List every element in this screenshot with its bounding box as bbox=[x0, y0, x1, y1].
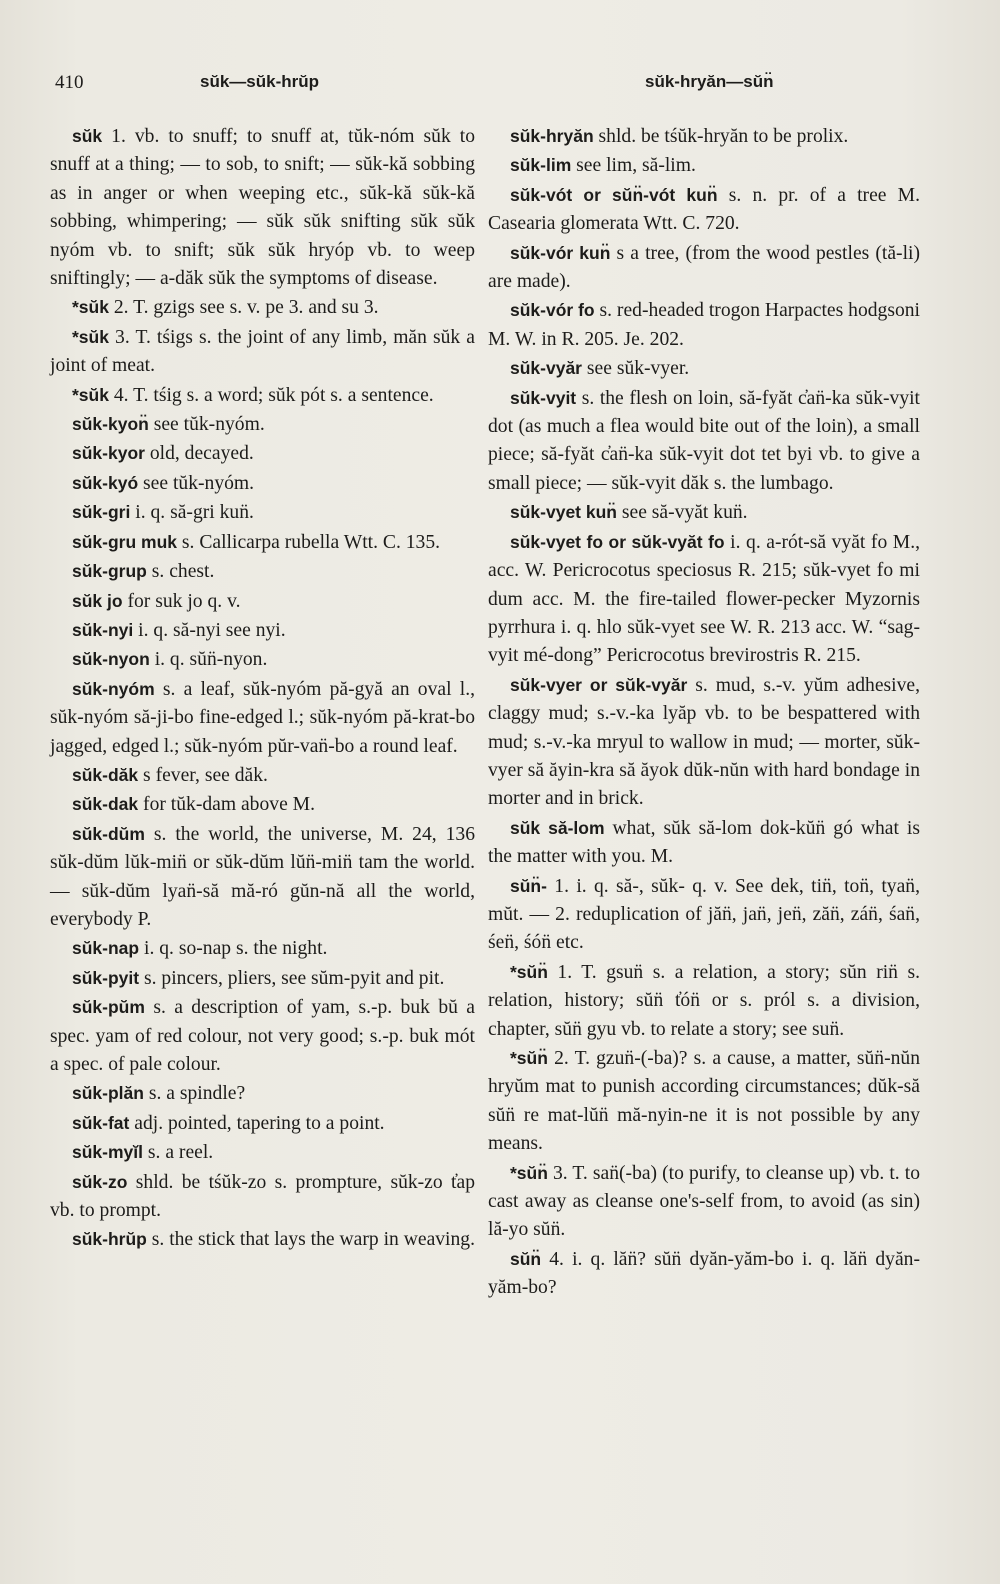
entry-definition: 2. T. gzun̈-(-ba)? s. a cause, a matter, sŭn̈-nŭn hryŭm mat to punish according circumstances; dŭk-să sŭn̈ re mat-lŭn̈ mă-nyin-ne it is not possible by any means. bbox=[488, 1048, 920, 1155]
entry-definition: adj. pointed, tapering to a point. bbox=[129, 1112, 385, 1134]
entry-definition: s. the flesh on loin, să-fyăt c̓an̈-ka sŭk-vyit dot (as much a flea would bite out of the loin), a small piece; să-fyăt c̓an̈-ka sŭk-vyit dot tet byi vb. to give a small piece; — sŭk-vyit dăk s. the lumbago. bbox=[488, 387, 920, 494]
dictionary-entry bbox=[488, 239, 920, 297]
dictionary-entry bbox=[50, 122, 475, 293]
entry-headword: sŭk-pŭm bbox=[72, 997, 145, 1018]
entry-headword: sŭk-myĭl bbox=[72, 1142, 143, 1163]
dictionary-entry bbox=[50, 675, 475, 761]
entry-headword: sŭk-vyer or sŭk-vyăr bbox=[510, 674, 688, 695]
dictionary-entry bbox=[488, 296, 920, 354]
dictionary-entry bbox=[488, 1159, 920, 1245]
entry-headword: sŭk-vyet fo or sŭk-vyăt fo bbox=[510, 531, 725, 552]
entry-headword: sŭk-dăk bbox=[72, 764, 139, 785]
dictionary-entry bbox=[50, 528, 475, 557]
dictionary-entry bbox=[50, 439, 475, 468]
dictionary-entry bbox=[50, 820, 475, 935]
dictionary-entry bbox=[50, 293, 475, 322]
entry-headword: sŭk-vór kun̈ bbox=[510, 242, 611, 263]
entry-definition: see tŭk-nyóm. bbox=[148, 414, 265, 436]
entry-headword: *sŭn̈ bbox=[510, 961, 548, 982]
dictionary-entry bbox=[50, 616, 475, 645]
entry-definition: i. q. sŭn̈-nyon. bbox=[149, 649, 268, 671]
entry-definition: s. n. pr. of a tree M. Casearia glomerata Wtt. C. 720. bbox=[488, 184, 920, 235]
entry-definition: i. q. so-nap s. the night. bbox=[139, 938, 328, 960]
dictionary-entry bbox=[50, 323, 475, 381]
entry-definition: s. the stick that lays the warp in weaving. bbox=[146, 1229, 475, 1251]
entry-headword: sŭk-hrŭp bbox=[72, 1229, 147, 1250]
entry-headword: sŭk-vór fo bbox=[510, 300, 595, 321]
entry-definition: 1. T. gsun̈ s. a relation, a story; sŭn rin̈ s. relation, history; sŭn̈ t̓ón̈ or s. pról s. a division, chapter, sŭn̈ gyu vb. to relate a story; see sun̈. bbox=[488, 961, 920, 1040]
dictionary-entry bbox=[50, 1168, 475, 1226]
entry-headword: *sŭk bbox=[72, 384, 109, 405]
dictionary-entry bbox=[50, 964, 475, 993]
dictionary-entry bbox=[488, 498, 920, 527]
entry-headword: sŭk să-lom bbox=[510, 817, 605, 838]
entry-headword: sŭk-dŭm bbox=[72, 823, 145, 844]
entry-headword: sŭk-zo bbox=[72, 1171, 128, 1192]
entry-definition: s fever, see dăk. bbox=[138, 764, 268, 786]
entry-definition: for suk jo q. v. bbox=[122, 590, 241, 612]
entry-definition: s. Callicarpa rubella Wtt. C. 135. bbox=[177, 531, 441, 553]
entry-headword: *sŭn̈ bbox=[510, 1048, 548, 1068]
entry-definition: s. red-headed trogon Harpactes hodgsoni M. W. in R. 205. Je. 202. bbox=[488, 300, 920, 350]
entry-headword: sŭk-hryăn bbox=[510, 126, 594, 146]
dictionary-entry bbox=[50, 645, 475, 674]
entry-definition: 3. T. tśigs s. the joint of any limb, măn sŭk a joint of meat. bbox=[50, 326, 475, 377]
entry-headword: sŭk-vyit bbox=[510, 387, 577, 408]
entry-definition: 4. T. tśig s. a word; sŭk pót s. a sentence. bbox=[108, 384, 434, 406]
entry-definition: 3. T. san̈(-ba) (to purify, to cleanse up) vb. t. to cast away as cleanse one's-self from, to avoid (as sin) lă-yo sŭn̈. bbox=[488, 1162, 920, 1241]
entry-headword: sŭk jo bbox=[72, 590, 123, 611]
entry-definition: 4. i. q. lăn̈? sŭn̈ dyăn-yăm-bo i. q. lăn̈ dyăn-yăm-bo? bbox=[488, 1248, 920, 1299]
entry-headword: sŭk-pyit bbox=[72, 967, 140, 988]
dictionary-entry bbox=[50, 381, 475, 410]
entry-definition: see lim, să-lim. bbox=[571, 155, 696, 177]
entry-headword: sŭk-nyi bbox=[72, 619, 134, 640]
dictionary-entry bbox=[50, 993, 475, 1079]
dictionary-entry bbox=[50, 410, 475, 439]
entry-headword: sŭk-nyóm bbox=[72, 678, 155, 699]
entry-headword: sŭk-vyet kun̈ bbox=[510, 502, 617, 523]
dictionary-entry bbox=[488, 814, 920, 872]
entry-headword: sŭk bbox=[72, 126, 103, 146]
entry-definition: i. q. să-nyi see nyi. bbox=[133, 619, 286, 641]
dictionary-entry bbox=[50, 498, 475, 527]
entry-definition: s. a spindle? bbox=[143, 1083, 246, 1105]
dictionary-entry bbox=[488, 528, 920, 671]
entry-definition: see tŭk-nyóm. bbox=[138, 472, 255, 494]
entry-definition: see sŭk-vyer. bbox=[582, 358, 690, 380]
entry-headword: sŭk-gru muk bbox=[72, 531, 178, 552]
entry-headword: sŭn̈ bbox=[510, 1248, 542, 1269]
entry-definition: 2. T. gzigs see s. v. pe 3. and su 3. bbox=[108, 297, 379, 319]
entry-headword: sŭk-vyăr bbox=[510, 358, 582, 379]
dictionary-entry bbox=[488, 384, 920, 499]
entry-headword: sŭk-kyó bbox=[72, 472, 139, 493]
dictionary-entry bbox=[50, 1109, 475, 1138]
entry-headword: sŭk-kyon̈ bbox=[72, 414, 149, 435]
entry-definition: s a tree, (from the wood pestles (tă-li) are made). bbox=[488, 242, 920, 293]
dictionary-entry bbox=[488, 181, 920, 239]
dictionary-entry bbox=[488, 958, 920, 1044]
dictionary-entry bbox=[50, 557, 475, 586]
entry-definition: see să-vyăt kun̈. bbox=[616, 502, 748, 524]
dictionary-entry bbox=[488, 151, 920, 180]
entry-headword: *sŭn̈ bbox=[510, 1162, 548, 1183]
entry-headword: *sŭk bbox=[72, 326, 109, 347]
entry-definition: s. a description of yam, s.-p. buk bŭ a spec. yam of red colour, not very good; s.-p. buk mót a spec. of pale colour. bbox=[50, 997, 475, 1075]
entry-definition: 1. vb. to snuff; to snuff at, tŭk-nóm sŭk to snuff at a thing; — to sob, to snift; — sŭk-kă sobbing as in anger or when weeping etc., sŭk-kă sŭk-kă sobbing, whimpering; — sŭk sŭk snifting sŭk sŭk nyóm vb. to snift; sŭk sŭk hryóp vb. to weep sniftingly; — a-dăk sŭk the symptoms of disease. bbox=[50, 126, 475, 290]
entry-headword: sŭk-vót or sŭn̈-vót kun̈ bbox=[510, 184, 718, 205]
entry-definition: shld. be tśŭk-zo s. prompture, sŭk-zo t̓ap vb. to prompt. bbox=[50, 1171, 475, 1222]
entry-headword: sŭk-nap bbox=[72, 938, 140, 959]
entry-definition: for tŭk-dam above M. bbox=[138, 794, 315, 816]
entry-headword: sŭk-kyor bbox=[72, 443, 145, 464]
entry-definition: s. the world, the universe, M. 24, 136 sŭk-dŭm lŭk-min̈ or sŭk-dŭm lŭn̈-min̈ tam the world. — sŭk-dŭm lyan̈-să mă-ró gŭn-nă all the world, everybody P. bbox=[50, 823, 475, 930]
dictionary-entry bbox=[50, 934, 475, 963]
page-header bbox=[55, 72, 945, 102]
dictionary-entry bbox=[488, 671, 920, 814]
entry-definition: i. q. a-rót-să vyăt fo M., acc. W. Pericrocotus speciosus R. 215; sŭk-vyet fo mi dum acc. M. the fire-tailed flower-pecker Myzornis pyrrhura i. q. hlo sŭk-vyet see W. R. 213 acc. W. “sag-vyit mé-dong” Pericrocotus brevirostris R. 215. bbox=[488, 531, 921, 667]
entry-headword: sŭk-plăn bbox=[72, 1083, 144, 1104]
dictionary-entry bbox=[50, 1225, 475, 1254]
entry-definition: i. q. să-gri kun̈. bbox=[130, 502, 254, 524]
dictionary-entry bbox=[50, 761, 475, 790]
entry-definition: shld. be tśŭk-hryăn to be prolix. bbox=[593, 126, 849, 147]
dictionary-entry bbox=[50, 587, 475, 616]
entry-headword: sŭk-lim bbox=[510, 155, 572, 176]
entry-headword: sŭk-fat bbox=[72, 1112, 130, 1133]
right-column bbox=[488, 122, 920, 1303]
entry-definition: s. a reel. bbox=[143, 1142, 214, 1164]
dictionary-entry bbox=[50, 790, 475, 819]
entry-headword: *sŭk bbox=[72, 297, 109, 318]
entry-definition: s. chest. bbox=[146, 561, 215, 583]
entry-headword: sŭn̈- bbox=[510, 875, 547, 896]
dictionary-entry bbox=[488, 354, 920, 383]
entry-headword: sŭk-dak bbox=[72, 794, 139, 815]
dictionary-entry bbox=[488, 122, 920, 151]
dictionary-entry bbox=[488, 872, 920, 958]
entry-definition: old, decayed. bbox=[144, 443, 254, 465]
entry-definition: 1. i. q. să-, sŭk- q. v. See dek, tin̈, ton̈, tyan̈, mŭt. — 2. reduplication of jăn̈, jan̈, jen̈, zăn̈, zán̈, śan̈, śen̈, śón̈ etc. bbox=[488, 875, 920, 954]
page-number: 410 bbox=[55, 72, 84, 93]
running-head-right: sŭk-hryăn—sŭn̈ bbox=[645, 72, 774, 91]
dictionary-entry bbox=[50, 1079, 475, 1108]
entry-definition: what, sŭk să-lom dok-kŭn̈ gó what is the matter with you. M. bbox=[488, 817, 920, 868]
dictionary-entry bbox=[50, 1138, 475, 1167]
entry-definition: s. a leaf, sŭk-nyóm pă-gyă an oval l., sŭk-nyóm să-ji-bo fine-edged l.; sŭk-nyóm pă-krat-bo jagged, edged l.; sŭk-nyóm pŭr-van̈-bo a round leaf. bbox=[50, 678, 475, 757]
left-column bbox=[50, 122, 475, 1255]
dictionary-entry bbox=[488, 1044, 920, 1159]
entry-headword: sŭk-gri bbox=[72, 502, 131, 523]
entry-headword: sŭk-nyon bbox=[72, 649, 150, 670]
dictionary-entry bbox=[488, 1245, 920, 1303]
entry-headword: sŭk-grup bbox=[72, 561, 147, 582]
dictionary-entry bbox=[50, 469, 475, 498]
running-head-left: sŭk—sŭk-hrŭp bbox=[200, 72, 320, 91]
entry-definition: s. mud, s.-v. yŭm adhesive, claggy mud; s.-v.-ka lyăp vb. to be bespattered with mud; s.-v.-ka mryul to wallow in mud; — morter, sŭk-vyer să ăyin-kra să ăyok dŭk-nŭn with hard bondage in morter and in brick. bbox=[488, 674, 920, 810]
entry-definition: s. pincers, pliers, see sŭm-pyit and pit. bbox=[139, 967, 445, 989]
